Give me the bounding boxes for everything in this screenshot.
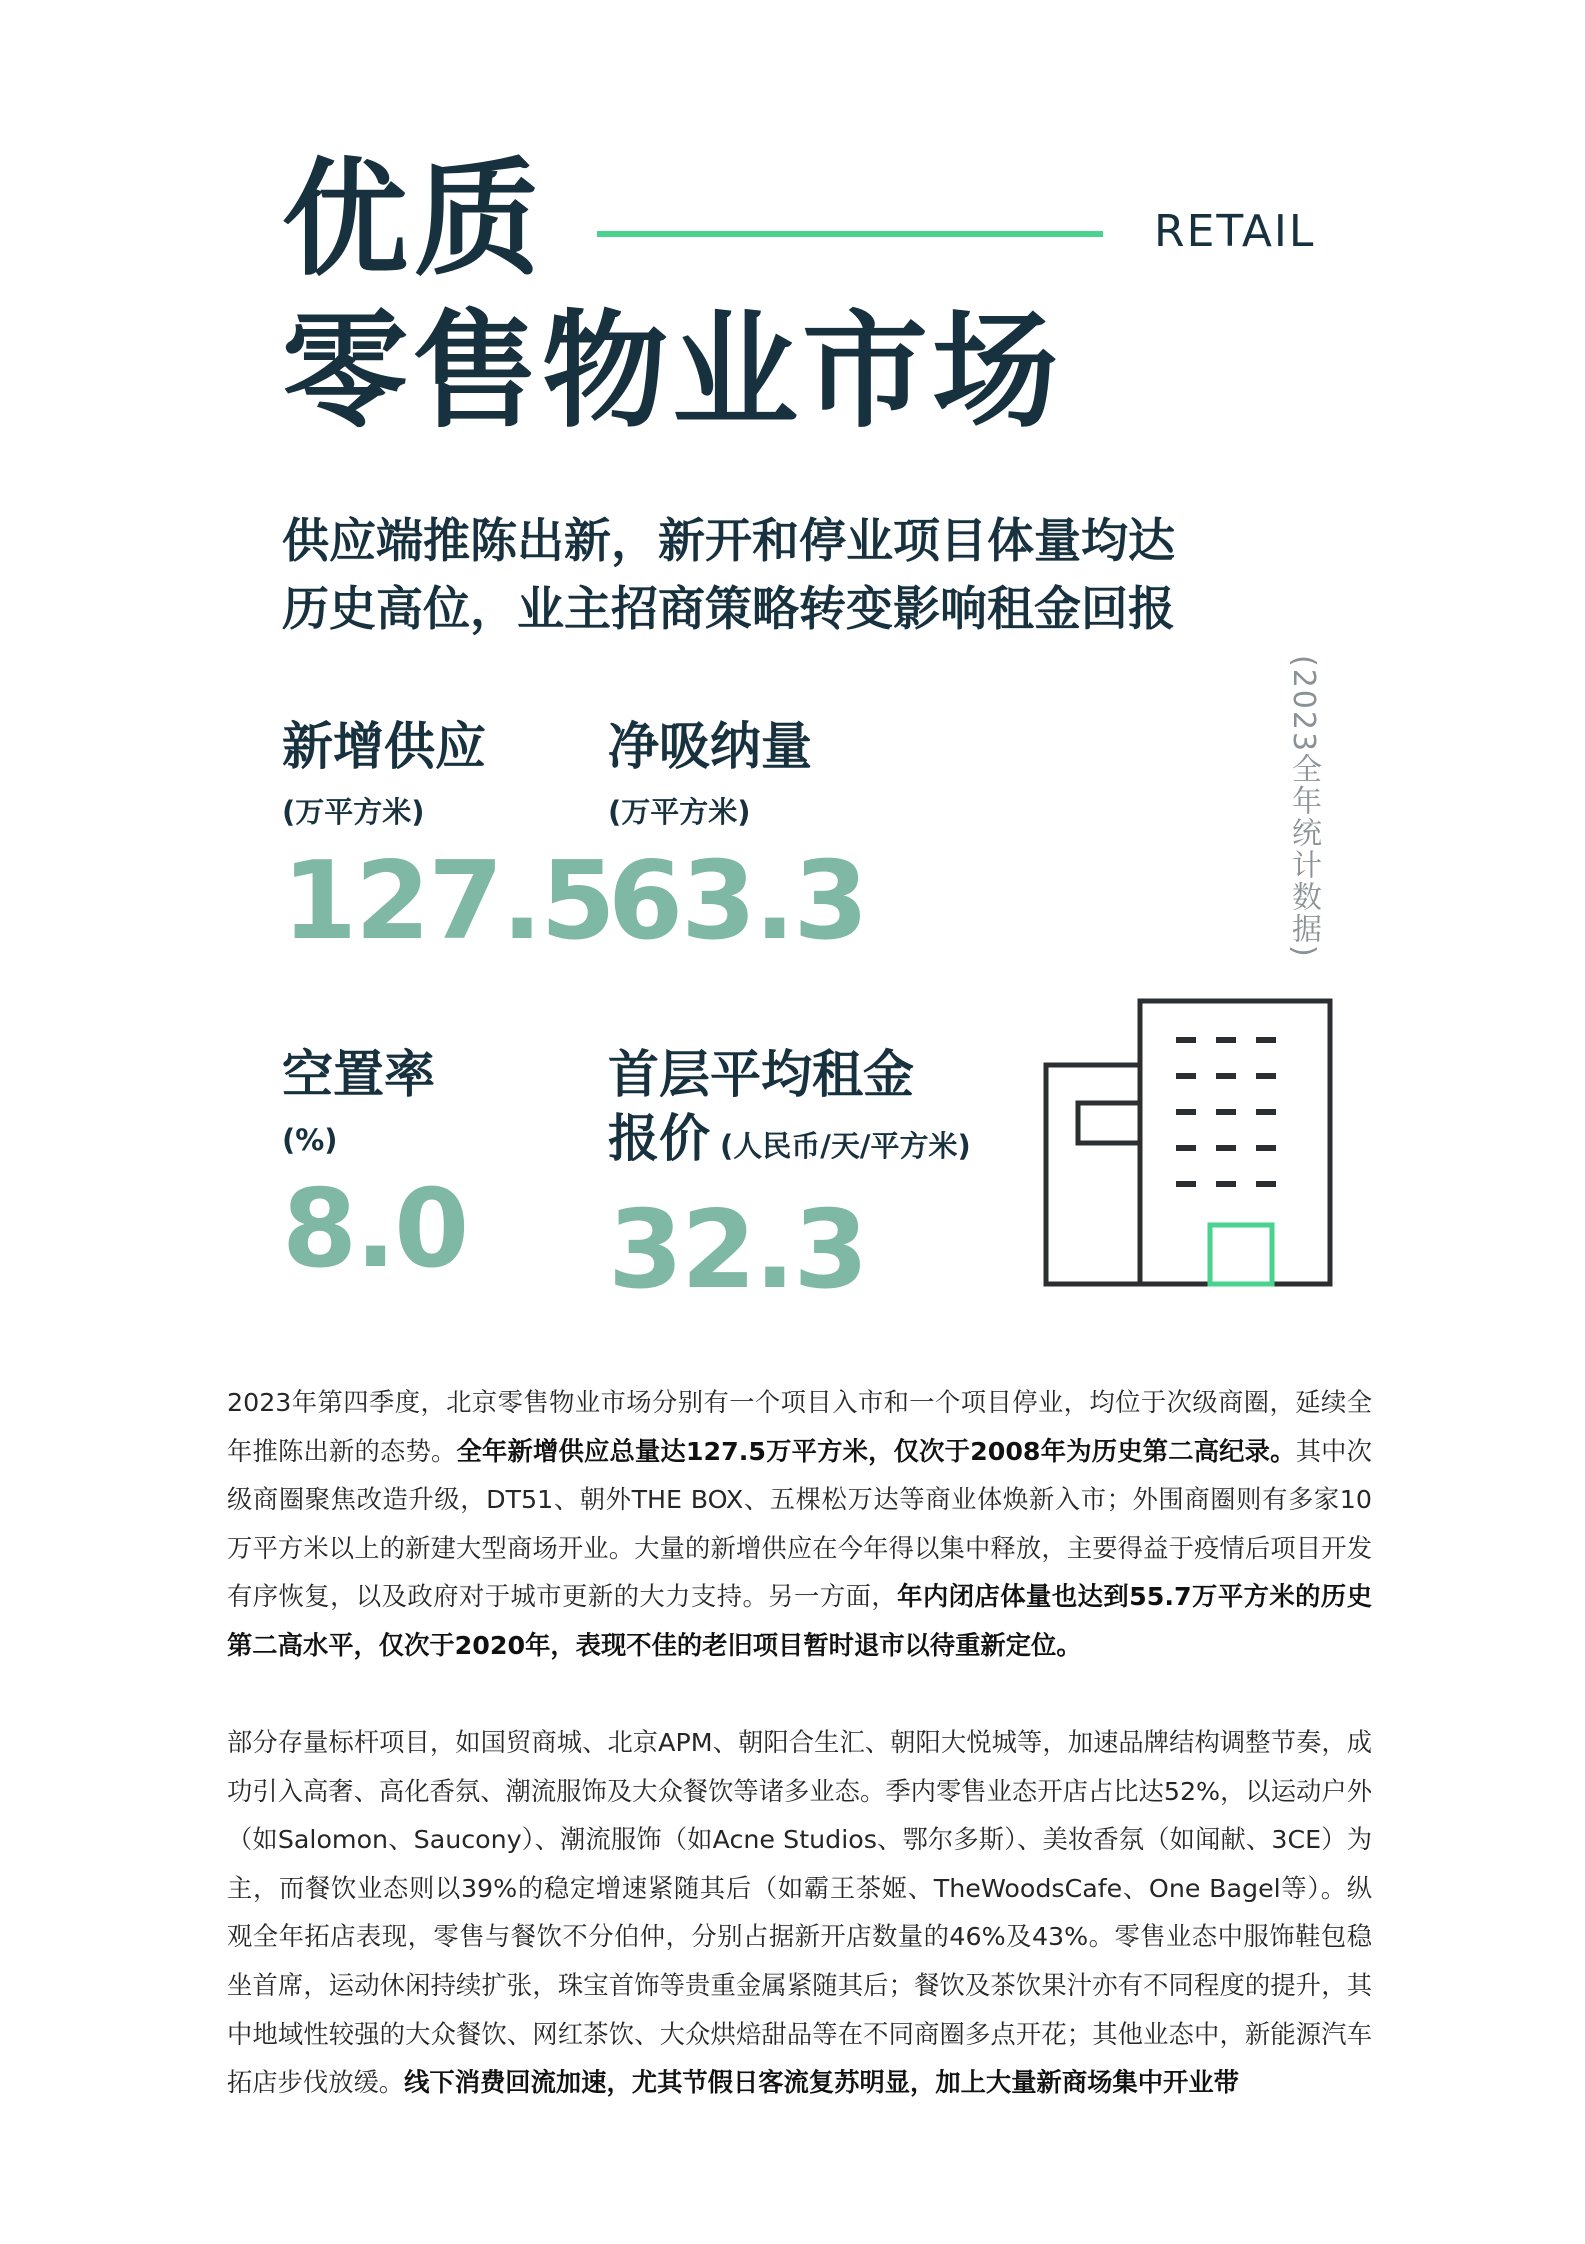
stat-unit: (%) — [282, 1123, 338, 1157]
stat-new-supply — [282, 716, 614, 962]
paragraph-sentence: 部分存量标杆项目，如国贸商城、北京APM、朝阳合生汇、朝阳大悦城等，加速品牌结构调整节奏，成功引入高奢、高化香氛、潮流服饰及大众餐饮等诸多业态。季内零售业态开店占比达52%，以运动户外（如Salomon、Saucony）、潮流服饰（如Acne Studios、鄂尔多斯）、美妆香氛（如闻献、3CE）为主，而餐饮业态则以39%的稳定增速紧随其后（如霸王茶姬、TheWoodsCafe、One Bagel等）。纵观全年拓店表现，零售与餐饮不分伯仲，分别占据新开店数量的46%及43%。零售业态中服饰鞋包稳坐首席，运动休闲持续扩张，珠宝首饰等贵重金属紧随其后；餐饮及茶饮果汁亦有不同程度的提升，其中地域性较强的大众餐饮、网红茶饮、大众烘焙甜品等在不同商圈多点开花；其他业态中，新能源汽车拓店步伐放缓。 — [227, 1728, 1372, 2098]
stat-unit: (万平方米) — [608, 795, 751, 829]
subtitle-line1: 供应端推陈出新，新开和停业项目体量均达 — [282, 514, 1175, 569]
stat-label-line1: 首层平均租金 — [608, 1046, 915, 1105]
stat-label: 净吸纳量 — [608, 718, 813, 777]
stat-unit: (万平方米) — [282, 795, 425, 829]
paragraph-highlight: 年内闭店体量也达到55.7万平方米的历史第二高水平，仅次于2020年，表现不佳的老旧项目暂时退市以待重新定位。 — [227, 1582, 1372, 1660]
page-title-line1: 优质 — [282, 146, 546, 293]
paragraph-sentence: 2023年第四季度，北京零售物业市场分别有一个项目入市和一个项目停业，均位于次级商圈，延续全年推陈出新的态势。 — [227, 1388, 1372, 1466]
paragraph-highlight: 全年新增供应总量达127.5万平方米，仅次于2008年为历史第二高纪录。 — [456, 1436, 1296, 1466]
paragraph-highlight: 线下消费回流加速，尤其节假日客流复苏明显，加上大量新商场集中开业带 — [404, 2068, 1239, 2098]
building-icon — [1040, 995, 1340, 1290]
subtitle-line2: 历史高位，业主招商策略转变影响租金回报 — [282, 582, 1175, 637]
stat-label: 空置率 — [282, 1046, 436, 1105]
paragraph-sentence: 其中次级商圈聚焦改造升级，DT51、朝外THE BOX、五棵松万达等商业体焕新入市；外围商圈则有多家10万平方米以上的新建大型商场开业。大量的新增供应在今年得以集中释放，主要得益于疫情后项目开发有序恢复，以及政府对于城市更新的大力支持。另一方面， — [227, 1436, 1372, 1612]
stat-label: 新增供应 — [282, 718, 487, 777]
stat-value: 127.5 — [282, 839, 614, 964]
body-paragraph-2 — [227, 1719, 1372, 2108]
stat-vacancy-rate — [282, 1044, 467, 1290]
stat-label-line2-row — [608, 1108, 971, 1183]
stats-period-note: (2023全年统计数据) — [1286, 655, 1321, 959]
stat-ground-floor-rent — [608, 1044, 971, 1311]
stat-net-absorption — [608, 716, 866, 962]
body-paragraph-1 — [227, 1379, 1372, 1671]
stat-value: 8.0 — [282, 1167, 468, 1292]
stat-label-line2: 报价 — [608, 1110, 711, 1169]
stat-unit: (人民币/天/平方米) — [720, 1129, 971, 1163]
section-tag: RETAIL — [1154, 206, 1316, 257]
page-title-line2: 零售物业市场 — [282, 298, 1062, 445]
accent-rule — [597, 231, 1103, 237]
subtitle — [282, 508, 1302, 644]
stat-value: 32.3 — [608, 1188, 867, 1313]
stat-value: 63.3 — [608, 839, 867, 964]
